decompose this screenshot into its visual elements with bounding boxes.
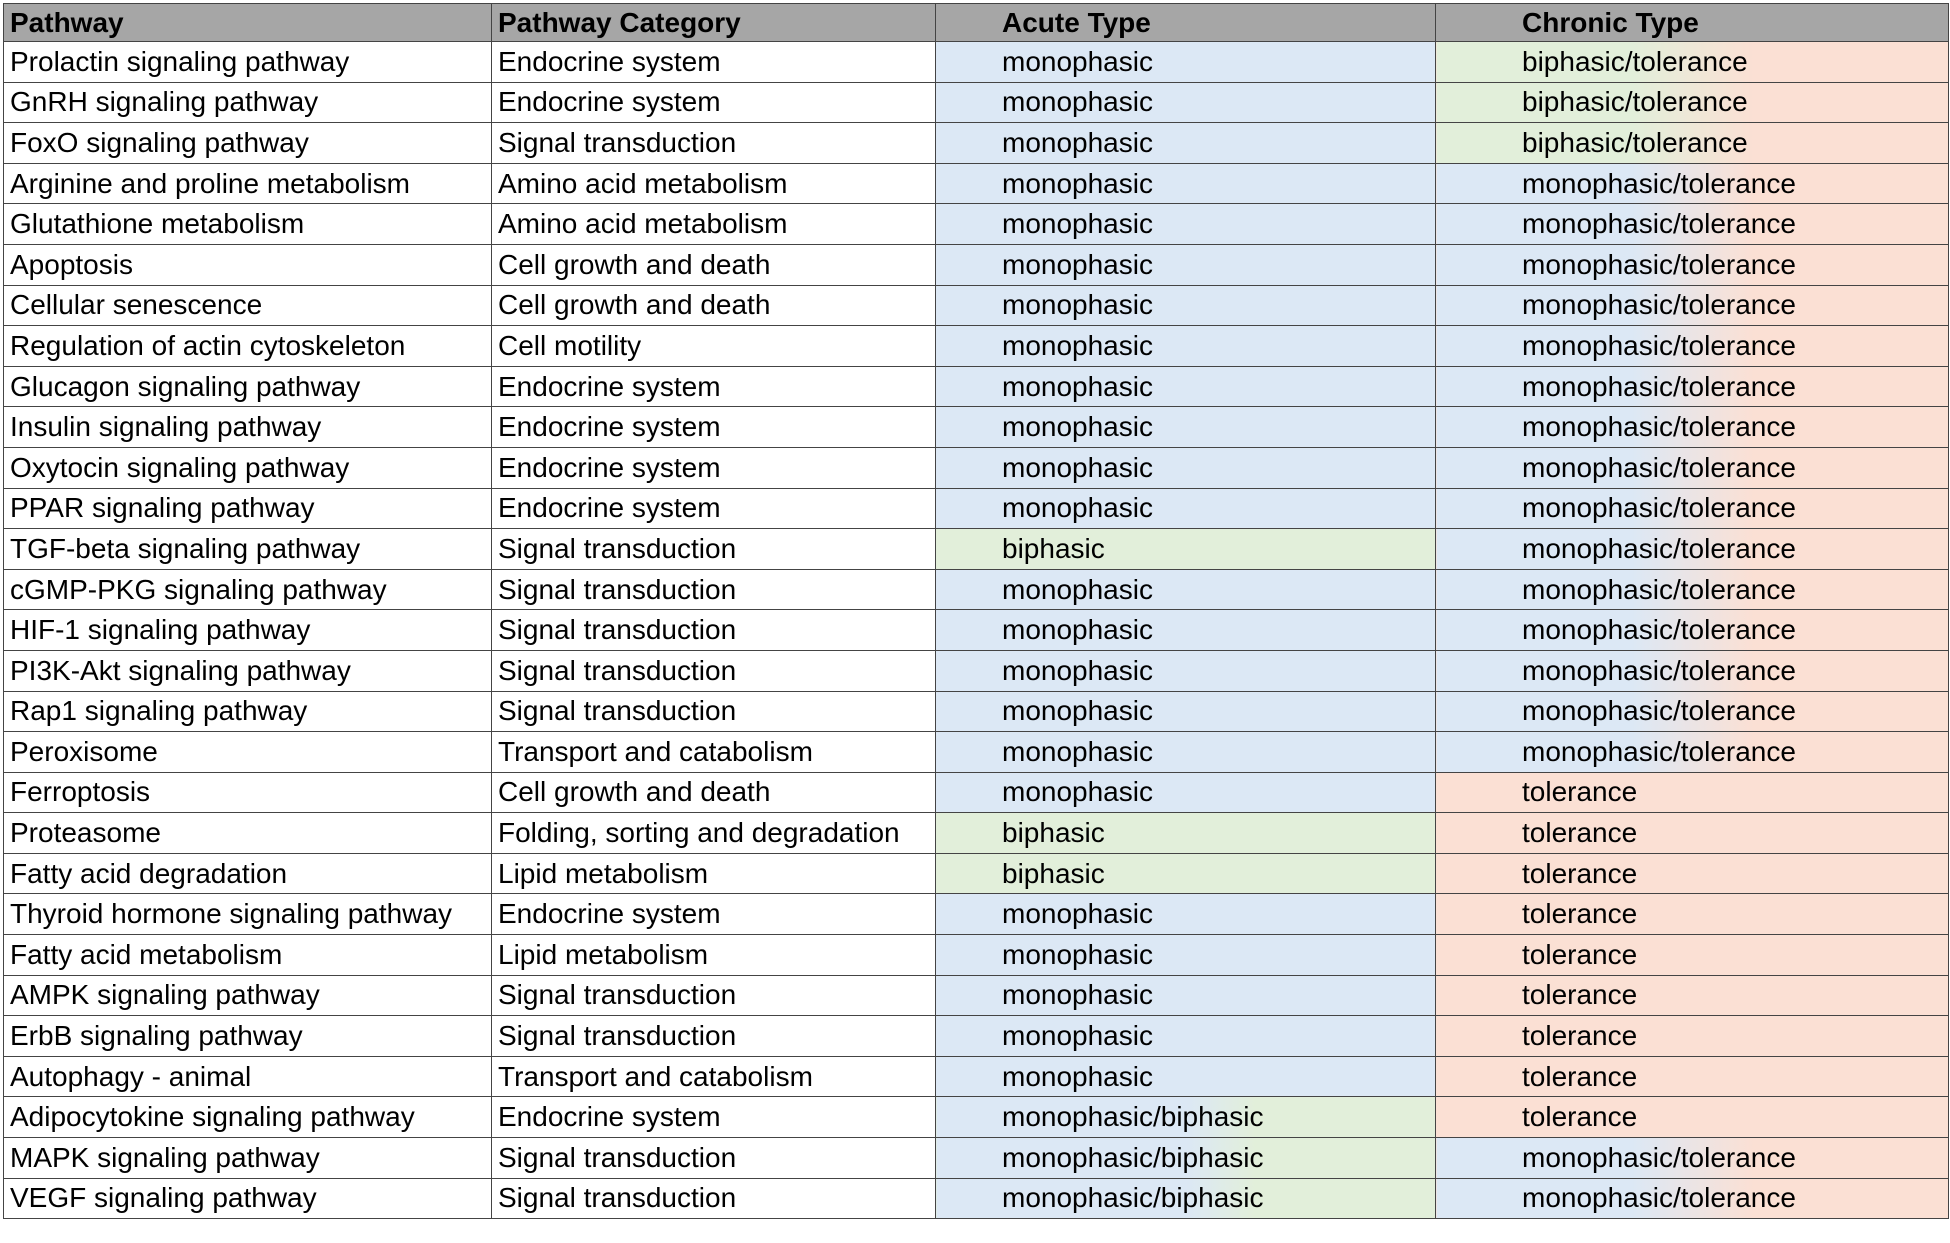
table-row: [4, 447, 1949, 488]
table-row: [4, 853, 1949, 894]
acute-type-cell[interactable]: monophasic: [936, 488, 1436, 529]
chronic-type-cell[interactable]: monophasic/tolerance: [1436, 204, 1949, 245]
category-cell[interactable]: Amino acid metabolism: [492, 163, 936, 204]
chronic-type-cell[interactable]: tolerance: [1436, 1097, 1949, 1138]
chronic-type-cell[interactable]: monophasic/tolerance: [1436, 650, 1949, 691]
chronic-type-cell[interactable]: tolerance: [1436, 813, 1949, 854]
pathway-cell[interactable]: FoxO signaling pathway: [4, 123, 492, 164]
acute-type-cell[interactable]: monophasic: [936, 42, 1436, 83]
acute-type-cell[interactable]: monophasic: [936, 569, 1436, 610]
pathway-cell[interactable]: Insulin signaling pathway: [4, 407, 492, 448]
chronic-type-cell[interactable]: monophasic/tolerance: [1436, 1138, 1949, 1179]
table-row: [4, 813, 1949, 854]
acute-type-cell[interactable]: monophasic: [936, 732, 1436, 773]
acute-type-cell[interactable]: monophasic: [936, 650, 1436, 691]
chronic-type-cell[interactable]: tolerance: [1436, 1016, 1949, 1057]
pathway-cell[interactable]: Adipocytokine signaling pathway: [4, 1097, 492, 1138]
pathway-cell[interactable]: Regulation of actin cytoskeleton: [4, 326, 492, 367]
pathway-cell[interactable]: PI3K-Akt signaling pathway: [4, 650, 492, 691]
pathway-cell[interactable]: Fatty acid degradation: [4, 853, 492, 894]
category-cell[interactable]: Endocrine system: [492, 407, 936, 448]
pathway-cell[interactable]: MAPK signaling pathway: [4, 1138, 492, 1179]
acute-type-cell[interactable]: monophasic: [936, 447, 1436, 488]
chronic-type-cell[interactable]: monophasic/tolerance: [1436, 732, 1949, 773]
category-cell[interactable]: Cell motility: [492, 326, 936, 367]
pathway-cell[interactable]: cGMP-PKG signaling pathway: [4, 569, 492, 610]
category-cell[interactable]: Transport and catabolism: [492, 1056, 936, 1097]
table-row: [4, 1138, 1949, 1179]
pathway-cell[interactable]: Cellular senescence: [4, 285, 492, 326]
acute-type-cell[interactable]: monophasic: [936, 285, 1436, 326]
acute-type-cell[interactable]: monophasic: [936, 772, 1436, 813]
chronic-type-cell[interactable]: monophasic/tolerance: [1436, 285, 1949, 326]
category-cell[interactable]: Endocrine system: [492, 894, 936, 935]
chronic-type-cell[interactable]: tolerance: [1436, 772, 1949, 813]
acute-type-cell[interactable]: monophasic: [936, 935, 1436, 976]
pathway-cell[interactable]: Rap1 signaling pathway: [4, 691, 492, 732]
pathway-cell[interactable]: TGF-beta signaling pathway: [4, 529, 492, 570]
pathway-cell[interactable]: Glucagon signaling pathway: [4, 366, 492, 407]
pathway-cell[interactable]: Arginine and proline metabolism: [4, 163, 492, 204]
chronic-type-cell[interactable]: monophasic/tolerance: [1436, 1178, 1949, 1219]
table-row: [4, 82, 1949, 123]
acute-type-cell[interactable]: monophasic/biphasic: [936, 1097, 1436, 1138]
category-cell[interactable]: Cell growth and death: [492, 244, 936, 285]
table-row: [4, 488, 1949, 529]
acute-type-cell[interactable]: monophasic: [936, 691, 1436, 732]
category-cell[interactable]: Endocrine system: [492, 488, 936, 529]
acute-type-cell[interactable]: monophasic: [936, 244, 1436, 285]
acute-type-cell[interactable]: monophasic/biphasic: [936, 1178, 1436, 1219]
acute-type-cell[interactable]: monophasic: [936, 82, 1436, 123]
acute-type-cell[interactable]: biphasic: [936, 853, 1436, 894]
pathway-cell[interactable]: GnRH signaling pathway: [4, 82, 492, 123]
chronic-type-cell[interactable]: monophasic/tolerance: [1436, 488, 1949, 529]
table-row: [4, 691, 1949, 732]
table-row: [4, 163, 1949, 204]
chronic-type-cell[interactable]: monophasic/tolerance: [1436, 244, 1949, 285]
category-cell[interactable]: Cell growth and death: [492, 772, 936, 813]
table-row: [4, 610, 1949, 651]
acute-type-cell[interactable]: monophasic: [936, 610, 1436, 651]
category-cell[interactable]: Folding, sorting and degradation: [492, 813, 936, 854]
category-cell[interactable]: Transport and catabolism: [492, 732, 936, 773]
category-cell[interactable]: Signal transduction: [492, 1138, 936, 1179]
chronic-type-cell[interactable]: tolerance: [1436, 853, 1949, 894]
pathway-cell[interactable]: Ferroptosis: [4, 772, 492, 813]
table-row: [4, 650, 1949, 691]
chronic-type-cell[interactable]: monophasic/tolerance: [1436, 326, 1949, 367]
table-row: [4, 407, 1949, 448]
category-cell[interactable]: Endocrine system: [492, 42, 936, 83]
chronic-type-cell[interactable]: biphasic/tolerance: [1436, 42, 1949, 83]
table-row: [4, 772, 1949, 813]
acute-type-cell[interactable]: biphasic: [936, 529, 1436, 570]
pathway-cell[interactable]: Oxytocin signaling pathway: [4, 447, 492, 488]
acute-type-cell[interactable]: monophasic: [936, 1056, 1436, 1097]
pathway-cell[interactable]: Proteasome: [4, 813, 492, 854]
chronic-type-cell[interactable]: tolerance: [1436, 975, 1949, 1016]
table-row: [4, 732, 1949, 773]
chronic-type-cell[interactable]: tolerance: [1436, 894, 1949, 935]
table-body: [4, 42, 1949, 1219]
acute-type-cell[interactable]: monophasic: [936, 1016, 1436, 1057]
chronic-type-cell[interactable]: tolerance: [1436, 1056, 1949, 1097]
acute-type-cell[interactable]: monophasic: [936, 163, 1436, 204]
chronic-type-cell[interactable]: monophasic/tolerance: [1436, 163, 1949, 204]
table-row: [4, 894, 1949, 935]
chronic-type-cell[interactable]: tolerance: [1436, 935, 1949, 976]
table-row: [4, 1097, 1949, 1138]
header-row: [4, 4, 1949, 42]
table-row: [4, 1016, 1949, 1057]
table-row: [4, 529, 1949, 570]
pathway-cell[interactable]: AMPK signaling pathway: [4, 975, 492, 1016]
chronic-type-cell[interactable]: monophasic/tolerance: [1436, 529, 1949, 570]
category-cell[interactable]: Signal transduction: [492, 610, 936, 651]
chronic-type-cell[interactable]: biphasic/tolerance: [1436, 82, 1949, 123]
table-row: [4, 1056, 1949, 1097]
acute-type-cell[interactable]: monophasic: [936, 407, 1436, 448]
category-cell[interactable]: Signal transduction: [492, 975, 936, 1016]
table-row: [4, 123, 1949, 164]
category-cell[interactable]: Endocrine system: [492, 447, 936, 488]
category-cell[interactable]: Endocrine system: [492, 82, 936, 123]
pathway-cell[interactable]: Fatty acid metabolism: [4, 935, 492, 976]
category-cell[interactable]: Lipid metabolism: [492, 935, 936, 976]
table-row: [4, 285, 1949, 326]
category-cell[interactable]: Signal transduction: [492, 650, 936, 691]
category-cell[interactable]: Amino acid metabolism: [492, 204, 936, 245]
category-cell[interactable]: Lipid metabolism: [492, 853, 936, 894]
chronic-type-cell[interactable]: monophasic/tolerance: [1436, 407, 1949, 448]
header-acute-type[interactable]: Acute Type: [936, 4, 1436, 42]
acute-type-cell[interactable]: monophasic: [936, 894, 1436, 935]
header-chronic-type[interactable]: Chronic Type: [1436, 4, 1949, 42]
pathway-cell[interactable]: Prolactin signaling pathway: [4, 42, 492, 83]
table-row: [4, 204, 1949, 245]
pathway-cell[interactable]: ErbB signaling pathway: [4, 1016, 492, 1057]
pathway-table: [3, 3, 1949, 1219]
table-row: [4, 42, 1949, 83]
pathway-cell[interactable]: PPAR signaling pathway: [4, 488, 492, 529]
category-cell[interactable]: Cell growth and death: [492, 285, 936, 326]
pathway-cell[interactable]: Apoptosis: [4, 244, 492, 285]
acute-type-cell[interactable]: monophasic: [936, 366, 1436, 407]
table-row: [4, 935, 1949, 976]
table-row: [4, 1178, 1949, 1219]
category-cell[interactable]: Endocrine system: [492, 366, 936, 407]
category-cell[interactable]: Signal transduction: [492, 569, 936, 610]
acute-type-cell[interactable]: biphasic: [936, 813, 1436, 854]
category-cell[interactable]: Signal transduction: [492, 1016, 936, 1057]
acute-type-cell[interactable]: monophasic/biphasic: [936, 1138, 1436, 1179]
chronic-type-cell[interactable]: monophasic/tolerance: [1436, 569, 1949, 610]
acute-type-cell[interactable]: monophasic: [936, 123, 1436, 164]
table-row: [4, 366, 1949, 407]
category-cell[interactable]: Signal transduction: [492, 691, 936, 732]
chronic-type-cell[interactable]: monophasic/tolerance: [1436, 691, 1949, 732]
category-cell[interactable]: Signal transduction: [492, 123, 936, 164]
pathway-cell[interactable]: Thyroid hormone signaling pathway: [4, 894, 492, 935]
acute-type-cell[interactable]: monophasic: [936, 204, 1436, 245]
pathway-cell[interactable]: Peroxisome: [4, 732, 492, 773]
table-row: [4, 975, 1949, 1016]
chronic-type-cell[interactable]: monophasic/tolerance: [1436, 366, 1949, 407]
chronic-type-cell[interactable]: biphasic/tolerance: [1436, 123, 1949, 164]
category-cell[interactable]: Endocrine system: [492, 1097, 936, 1138]
pathway-cell[interactable]: Autophagy - animal: [4, 1056, 492, 1097]
acute-type-cell[interactable]: monophasic: [936, 975, 1436, 1016]
chronic-type-cell[interactable]: monophasic/tolerance: [1436, 447, 1949, 488]
header-pathway-category[interactable]: Pathway Category: [492, 4, 936, 42]
pathway-cell[interactable]: Glutathione metabolism: [4, 204, 492, 245]
table-row: [4, 244, 1949, 285]
category-cell[interactable]: Signal transduction: [492, 1178, 936, 1219]
table-row: [4, 569, 1949, 610]
table-row: [4, 326, 1949, 367]
acute-type-cell[interactable]: monophasic: [936, 326, 1436, 367]
chronic-type-cell[interactable]: monophasic/tolerance: [1436, 610, 1949, 651]
header-pathway[interactable]: Pathway: [4, 4, 492, 42]
pathway-cell[interactable]: HIF-1 signaling pathway: [4, 610, 492, 651]
category-cell[interactable]: Signal transduction: [492, 529, 936, 570]
pathway-cell[interactable]: VEGF signaling pathway: [4, 1178, 492, 1219]
